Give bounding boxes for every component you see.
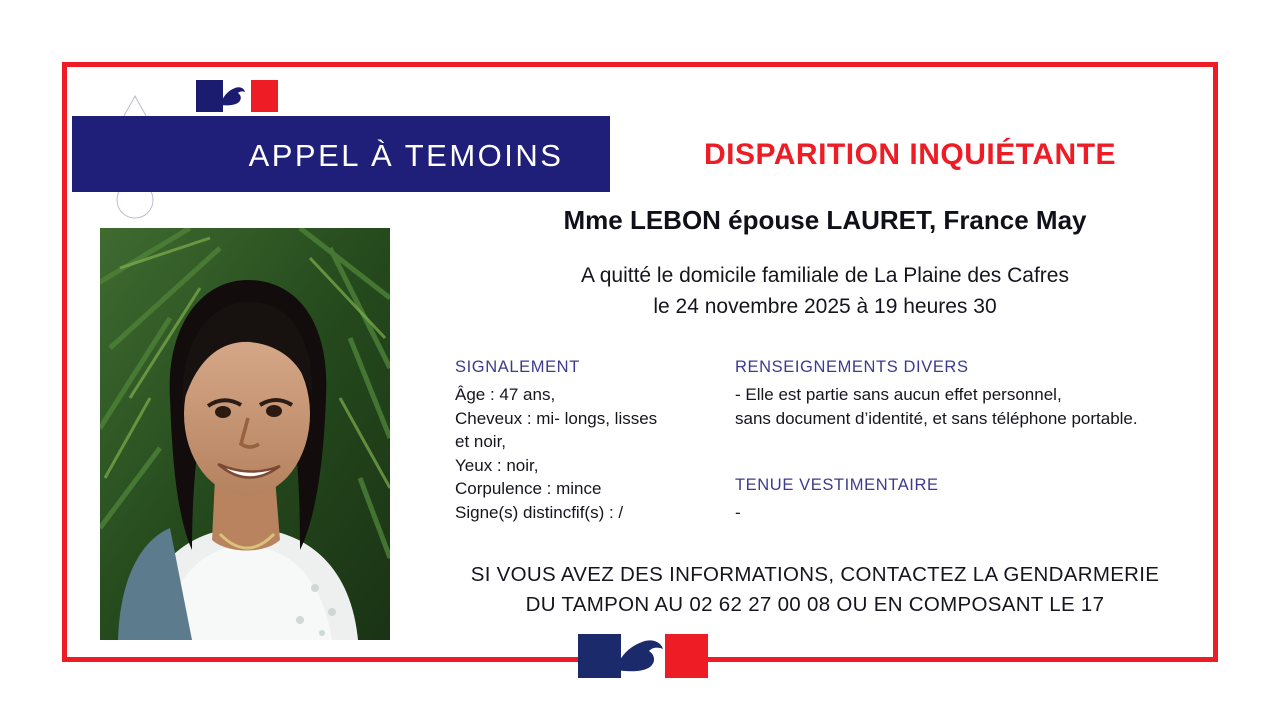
marianne-profile-icon [217,83,247,109]
signalement-body [455,383,730,524]
missing-person-name: Mme LEBON épouse LAURET, France May [563,205,1087,235]
renseignements-line: - Elle est partie sans aucun effet personnel, [735,385,1062,404]
tenue-title: TENUE VESTIMENTAIRE [735,476,939,494]
signalement-line: Signe(s) distincfif(s) : / [455,502,624,522]
french-flag-bottom [578,634,708,678]
renseignements-body [735,383,1155,430]
renseignements-title: RENSEIGNEMENTS DIVERS [735,358,969,376]
disappearance-circumstances [430,260,1220,322]
poster-headline: DISPARITION INQUIÉTANTE [703,138,1117,171]
tenue-line: - [735,503,741,522]
signalement-line: Cheveux : mi- longs, lisses [455,408,658,428]
contact-line-2: DU TAMPON AU 02 62 27 00 08 OU EN COMPOSANT LE 17 [525,593,1105,616]
marianne-profile-icon [611,636,665,676]
flag-red-band [251,80,278,112]
signalement-line: et noir, [455,432,507,451]
french-flag-top [196,80,278,112]
circumstance-line-2: le 24 novembre 2025 à 19 heures 30 [653,295,997,318]
section-spacer [735,430,1155,476]
signalement-line: Âge : 47 ans, [455,385,556,404]
renseignements-block [735,358,1155,525]
contact-instructions [400,560,1230,620]
flag-white-band [621,634,664,678]
signalement-line: Yeux : noir, [455,455,539,475]
signalement-line: Corpulence : mince [455,479,602,498]
contact-line-1: SI VOUS AVEZ DES INFORMATIONS, CONTACTEZ LA GENDARMERIE [470,563,1160,586]
missing-person-photo [100,228,390,640]
renseignements-line: sans document d’identité, et sans téléphone portable. [735,408,1138,428]
circumstance-line-1: A quitté le domicile familiale de La Plaine des Cafres [581,264,1069,287]
flag-white-band [223,80,251,112]
signalement-block [455,358,730,524]
flag-red-band [665,634,708,678]
appeal-banner-label: APPEL À TEMOINS [248,138,564,173]
signalement-title: SIGNALEMENT [455,358,580,376]
tenue-body [735,501,1155,525]
